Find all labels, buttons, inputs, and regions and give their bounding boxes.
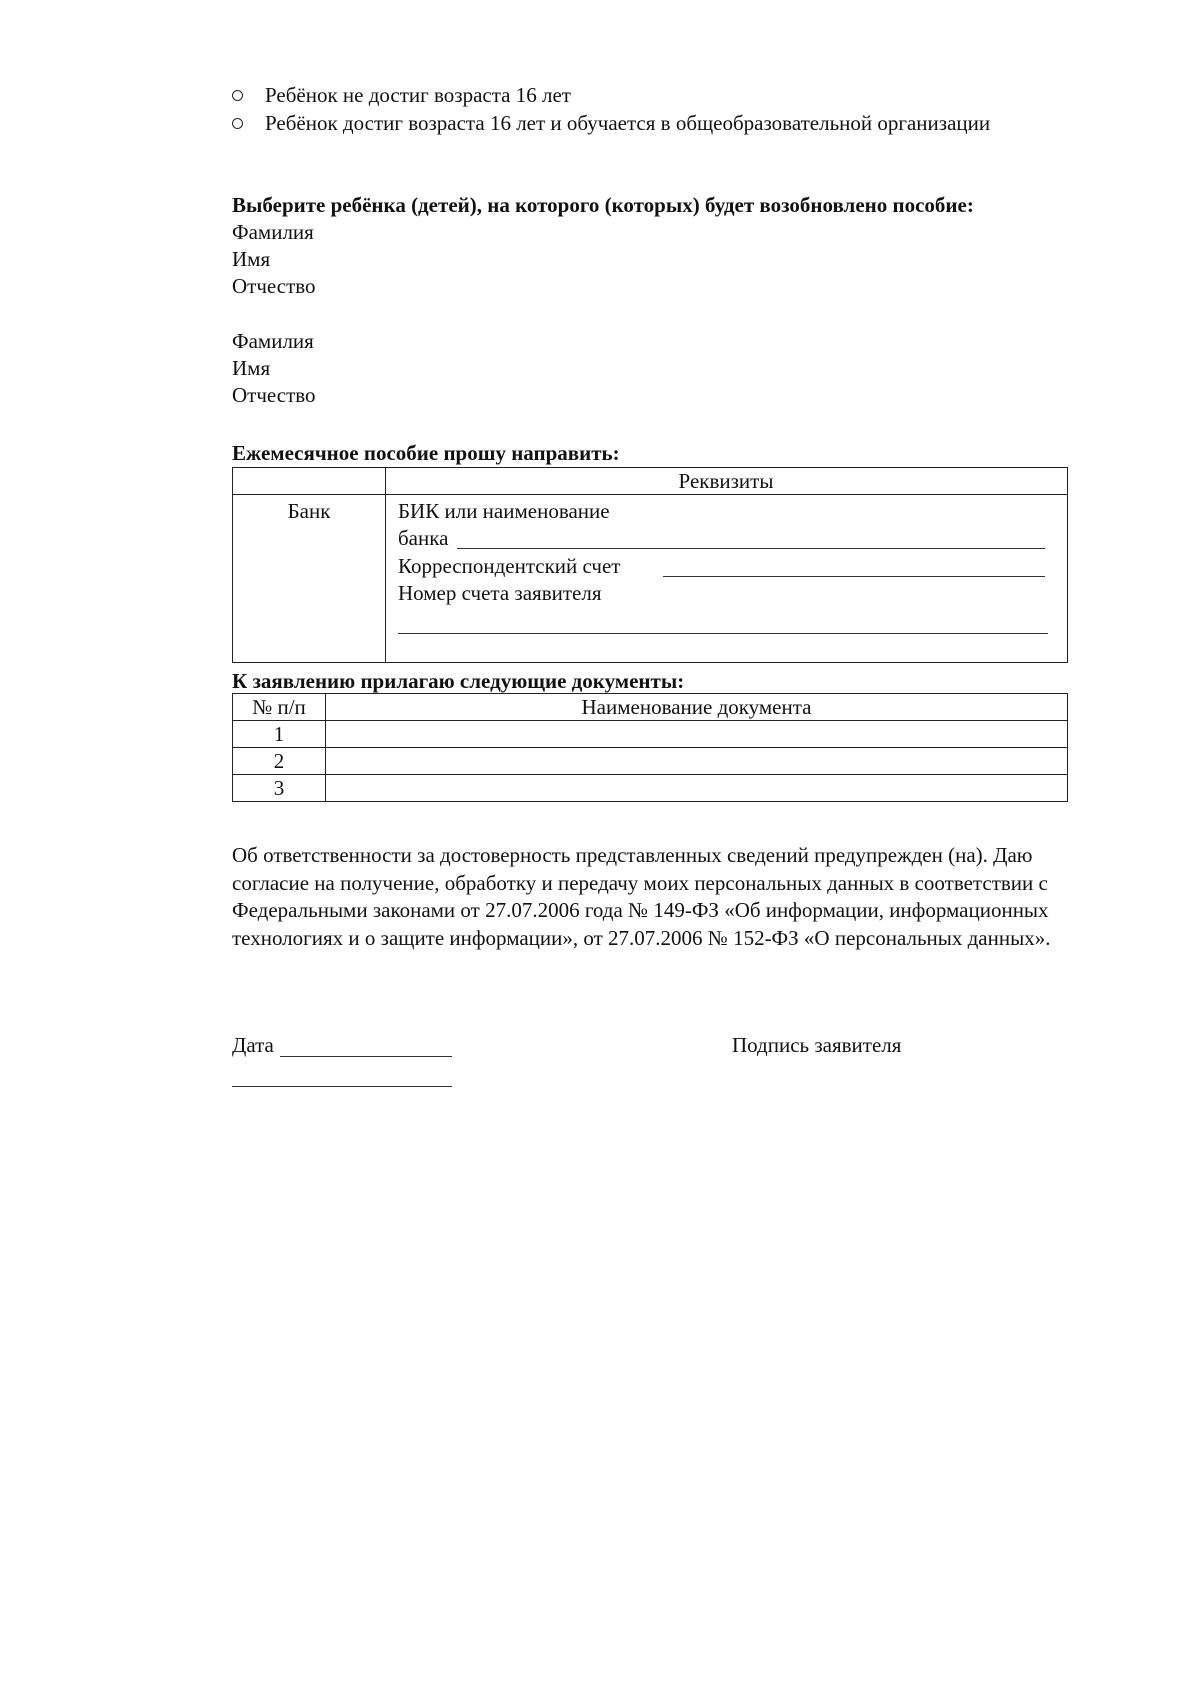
table-divider <box>385 468 386 662</box>
row-number: 1 <box>233 721 326 748</box>
table-row <box>233 748 1068 775</box>
bank-name-field[interactable] <box>457 548 1045 549</box>
details-header: Реквизиты <box>678 469 774 493</box>
bik-label: БИК или наименование <box>398 499 610 523</box>
option-16-studying[interactable] <box>232 109 990 137</box>
table-row <box>233 775 1068 802</box>
date-label: Дата <box>232 1033 274 1057</box>
payment-table <box>232 467 1068 663</box>
method-bank: Банк <box>287 499 331 523</box>
row-number: 2 <box>233 748 326 775</box>
child2-patronymic-label: Отчество <box>232 383 316 407</box>
child2-name-label: Имя <box>232 356 271 380</box>
date-field-extra-line <box>232 1086 452 1087</box>
child1-name-label: Имя <box>232 247 271 271</box>
radio-circle-icon[interactable] <box>232 118 243 129</box>
document-name-cell[interactable] <box>326 775 1068 802</box>
child1-surname-label: Фамилия <box>232 220 314 244</box>
table-header-row <box>233 694 1068 721</box>
applicant-account-label: Номер счета заявителя <box>398 581 602 605</box>
option-label: Ребёнок не достиг возраста 16 лет <box>265 82 571 107</box>
table-row <box>233 721 1068 748</box>
radio-circle-icon[interactable] <box>232 90 243 101</box>
children-heading: Выберите ребёнка (детей), на которого (которых) будет возобновлено пособие: <box>232 193 974 217</box>
payment-heading: Ежемесячное пособие прошу направить: <box>232 441 620 465</box>
bank-name-label: банка <box>398 526 449 550</box>
option-under-16[interactable] <box>232 81 571 109</box>
row-number: 3 <box>233 775 326 802</box>
documents-table <box>232 693 1068 802</box>
document-name-cell[interactable] <box>326 721 1068 748</box>
consent-paragraph: Об ответственности за достоверность представленных сведений предупрежден (на). Даю согласие на получение, обработку и передачу моих персональных данных в соответствии с Федеральными законами от 27.07.2006 года № 149-ФЗ «Об информации, информационных технологиях и о защите информации», от 27.07.2006 № 152-ФЗ «О персональных данных». <box>232 843 1051 950</box>
documents-heading: К заявлению прилагаю следующие документы: <box>232 669 685 693</box>
corr-account-label: Корреспондентский счет <box>398 554 621 578</box>
corr-account-field[interactable] <box>663 576 1045 577</box>
applicant-account-field[interactable] <box>398 633 1048 634</box>
document-name-cell[interactable] <box>326 748 1068 775</box>
column-header-name: Наименование документа <box>326 694 1068 721</box>
signature-label: Подпись заявителя <box>732 1033 902 1057</box>
date-field[interactable] <box>280 1056 452 1057</box>
child1-patronymic-label: Отчество <box>232 274 316 298</box>
column-header-number: № п/п <box>233 694 326 721</box>
option-label: Ребёнок достиг возраста 16 лет и обучается в общеобразовательной организации <box>265 110 991 135</box>
child2-surname-label: Фамилия <box>232 329 314 353</box>
